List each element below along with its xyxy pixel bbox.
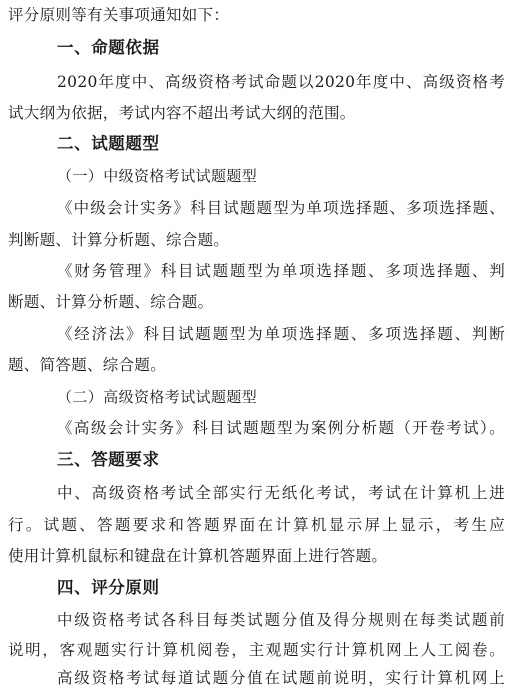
paragraph-line: 试大纲为依据，考试内容不超出考试大纲的范围。 bbox=[8, 104, 356, 122]
paragraph-line: 中级资格考试各科目每类试题分值及得分规则在每类试题前 bbox=[57, 611, 505, 629]
paragraph-line: 行。试题、答题要求和答题界面在计算机显示屏上显示，考生应 bbox=[8, 516, 505, 534]
paragraph-line: 使用计算机鼠标和键盘在计算机答题界面上进行答题。 bbox=[8, 547, 388, 565]
paragraph-line: 断题、计算分析题、综合题。 bbox=[8, 293, 214, 311]
paragraph-line: 中、高级资格考试全部实行无纸化考试，考试在计算机上进 bbox=[57, 484, 505, 502]
paragraph-line: 《高级会计实务》科目试题题型为案例分析题（开卷考试）。 bbox=[57, 419, 505, 437]
paragraph-line: 2020年度中、高级资格考试命题以2020年度中、高级资格考 bbox=[57, 73, 505, 91]
paragraph-line: 题、简答题、综合题。 bbox=[8, 356, 167, 374]
section-heading-1: 一、命题依据 bbox=[57, 38, 160, 57]
paragraph-line: 《财务管理》科目试题题型为单项选择题、多项选择题、判 bbox=[57, 262, 505, 280]
paragraph-line: 判断题、计算分析题、综合题。 bbox=[8, 231, 230, 249]
paragraph-line: 说明，客观题实行计算机阅卷，主观题实行计算机网上人工阅卷。 bbox=[8, 641, 505, 659]
section-heading-4: 四、评分原则 bbox=[57, 578, 160, 597]
paragraph-line: 高级资格考试每道试题分值在试题前说明，实行计算机网上 bbox=[57, 669, 505, 687]
section-heading-3: 三、答题要求 bbox=[57, 450, 160, 469]
paragraph-line: 《中级会计实务》科目试题题型为单项选择题、多项选择题、 bbox=[57, 199, 505, 217]
intro-line: 评分原则等有关事项通知如下： bbox=[8, 6, 230, 24]
subsection-heading-2: （二）高级资格考试试题题型 bbox=[57, 388, 258, 406]
subsection-heading-1: （一）中级资格考试试题题型 bbox=[57, 167, 258, 185]
section-heading-2: 二、试题题型 bbox=[57, 134, 160, 153]
paragraph-line: 《经济法》科目试题题型为单项选择题、多项选择题、判断 bbox=[57, 325, 505, 343]
